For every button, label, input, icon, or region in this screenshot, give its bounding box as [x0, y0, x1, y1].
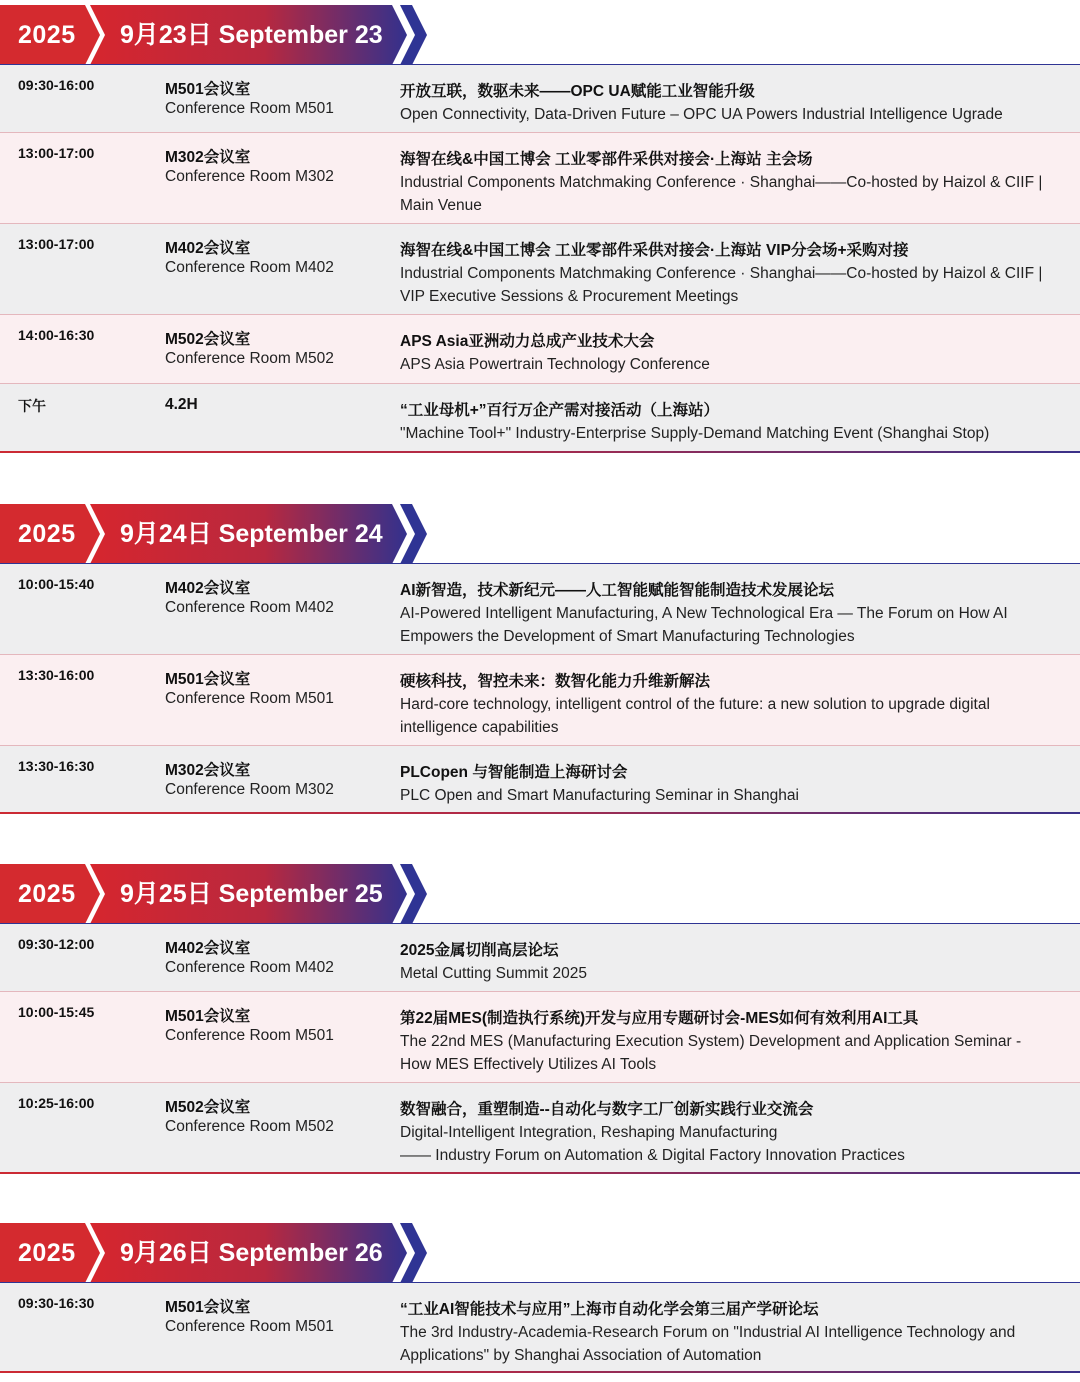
session-title-en: AI-Powered Intelligent Manufacturing, A New Technological Era — The Forum on How AI Empowers the Development of Smart Manufacturing Technologies: [400, 605, 1008, 645]
room-name-cn: M501会议室: [165, 1008, 251, 1025]
session-time: 10:00-15:40: [18, 576, 95, 592]
session-time: 13:30-16:00: [18, 667, 95, 683]
session-title-en: "Machine Tool+" Industry-Enterprise Supply-Demand Matching Event (Shanghai Stop): [400, 425, 990, 442]
room-name-cn: M302会议室: [165, 762, 251, 779]
day-section-sep25: [0, 864, 1080, 1174]
room-name-en: Conference Room M501: [165, 690, 334, 707]
room-name-en: Conference Room M502: [165, 350, 334, 367]
session-time: 13:00-17:00: [18, 236, 95, 252]
session-title-cn: 2025金属切削高层论坛: [400, 942, 559, 959]
date-label: 9月26日 September 26: [120, 1239, 383, 1267]
room-name-en: Conference Room M502: [165, 1118, 334, 1135]
day-section-sep23: [0, 5, 1080, 453]
section-bottom-divider: [0, 1371, 1080, 1373]
room-name-cn: 4.2H: [165, 396, 198, 413]
session-row: [0, 65, 1080, 133]
session-title-en: The 22nd MES (Manufacturing Execution System) Development and Application Seminar - How MES Effectively Utilizes AI Tools: [400, 1033, 1022, 1073]
room-name-cn: M402会议室: [165, 580, 251, 597]
section-bottom-divider: [0, 812, 1080, 814]
session-title-en: Open Connectivity, Data-Driven Future – OPC UA Powers Industrial Intelligence Ugrade: [400, 106, 1003, 123]
day-header: [0, 1223, 1080, 1283]
session-time: 下午: [18, 398, 46, 414]
session-row: [0, 992, 1080, 1083]
room-name-cn: M502会议室: [165, 1099, 251, 1116]
session-title-cn: PLCopen 与智能制造上海研讨会: [400, 764, 628, 781]
session-time: 13:30-16:30: [18, 758, 95, 774]
session-title-en: Digital-Intelligent Integration, Reshaping Manufacturing —— Industry Forum on Automation & Digital Factory Innovation Practices: [400, 1124, 905, 1164]
session-row: [0, 1083, 1080, 1174]
session-row: [0, 746, 1080, 814]
room-name-cn: M402会议室: [165, 940, 251, 957]
day-header: [0, 504, 1080, 564]
room-name-en: Conference Room M501: [165, 1027, 334, 1044]
session-row: [0, 315, 1080, 384]
session-title-cn: 数智融合，重塑制造--自动化与数字工厂创新实践行业交流会: [400, 1101, 814, 1118]
session-row: [0, 384, 1080, 453]
room-name-cn: M302会议室: [165, 149, 251, 166]
session-row: [0, 924, 1080, 992]
date-label: 9月23日 September 23: [120, 21, 383, 49]
session-title-cn: APS Asia亚洲动力总成产业技术大会: [400, 333, 655, 350]
section-bottom-divider: [0, 451, 1080, 453]
session-time: 09:30-16:00: [18, 77, 95, 93]
session-title-en: Industrial Components Matchmaking Conference · Shanghai——Co-hosted by Haizol & CIIF | Main Venue: [400, 174, 1043, 214]
room-name-en: Conference Room M402: [165, 259, 334, 276]
session-row: [0, 1283, 1080, 1373]
year-label: 2025: [18, 520, 76, 548]
session-time: 13:00-17:00: [18, 145, 95, 161]
session-title-cn: AI新智造，技术新纪元——人工智能赋能智能制造技术发展论坛: [400, 582, 835, 599]
session-title-en: APS Asia Powertrain Technology Conference: [400, 356, 710, 373]
session-title-cn: “工业母机+”百行万企产需对接活动（上海站）: [400, 402, 720, 419]
year-label: 2025: [18, 21, 76, 49]
session-time: 10:25-16:00: [18, 1095, 95, 1111]
year-label: 2025: [18, 1239, 76, 1267]
session-row: [0, 224, 1080, 315]
day-header: [0, 5, 1080, 65]
day-header: [0, 864, 1080, 924]
session-time: 09:30-12:00: [18, 936, 95, 952]
day-section-sep24: [0, 504, 1080, 814]
session-title-en: Industrial Components Matchmaking Conference · Shanghai——Co-hosted by Haizol & CIIF | VIP Executive Sessions & Procurement Meetings: [400, 265, 1043, 305]
room-name-cn: M501会议室: [165, 81, 251, 98]
session-title-cn: 第22届MES(制造执行系统)开发与应用专题研讨会-MES如何有效利用AI工具: [400, 1010, 919, 1027]
room-name-en: Conference Room M402: [165, 959, 334, 976]
session-row: [0, 564, 1080, 655]
session-title-en: PLC Open and Smart Manufacturing Seminar in Shanghai: [400, 787, 799, 804]
session-title-cn: 开放互联，数驱未来——OPC UA赋能工业智能升级: [400, 83, 755, 100]
session-title-en: The 3rd Industry-Academia-Research Forum on "Industrial AI Intelligence Technology and Applications" by Shanghai Association of Automation: [400, 1324, 1016, 1364]
room-name-en: Conference Room M302: [165, 781, 334, 798]
session-time: 09:30-16:30: [18, 1295, 95, 1311]
session-title-en: Hard-core technology, intelligent control of the future: a new solution to upgrade digital intelligence capabilities: [400, 696, 990, 736]
session-title-cn: 海智在线&中国工博会 工业零部件采供对接会·上海站 VIP分会场+采购对接: [400, 242, 909, 259]
session-title-cn: 硬核科技，智控未来：数智化能力升维新解法: [400, 673, 711, 690]
room-name-en: Conference Room M501: [165, 1318, 334, 1335]
room-name-cn: M501会议室: [165, 1299, 251, 1316]
room-name-en: Conference Room M501: [165, 100, 334, 117]
session-time: 10:00-15:45: [18, 1004, 95, 1020]
session-title-cn: 海智在线&中国工博会 工业零部件采供对接会·上海站 主会场: [400, 151, 813, 168]
room-name-cn: M402会议室: [165, 240, 251, 257]
day-section-sep26: [0, 1223, 1080, 1373]
session-row: [0, 133, 1080, 224]
session-title-en: Metal Cutting Summit 2025: [400, 965, 587, 982]
session-row: [0, 655, 1080, 746]
room-name-en: Conference Room M302: [165, 168, 334, 185]
date-label: 9月24日 September 24: [120, 520, 383, 548]
room-name-cn: M502会议室: [165, 331, 251, 348]
date-label: 9月25日 September 25: [120, 880, 383, 908]
session-title-cn: “工业AI智能技术与应用”上海市自动化学会第三届产学研论坛: [400, 1301, 819, 1318]
year-label: 2025: [18, 880, 76, 908]
session-time: 14:00-16:30: [18, 327, 95, 343]
room-name-en: Conference Room M402: [165, 599, 334, 616]
section-bottom-divider: [0, 1172, 1080, 1174]
room-name-cn: M501会议室: [165, 671, 251, 688]
